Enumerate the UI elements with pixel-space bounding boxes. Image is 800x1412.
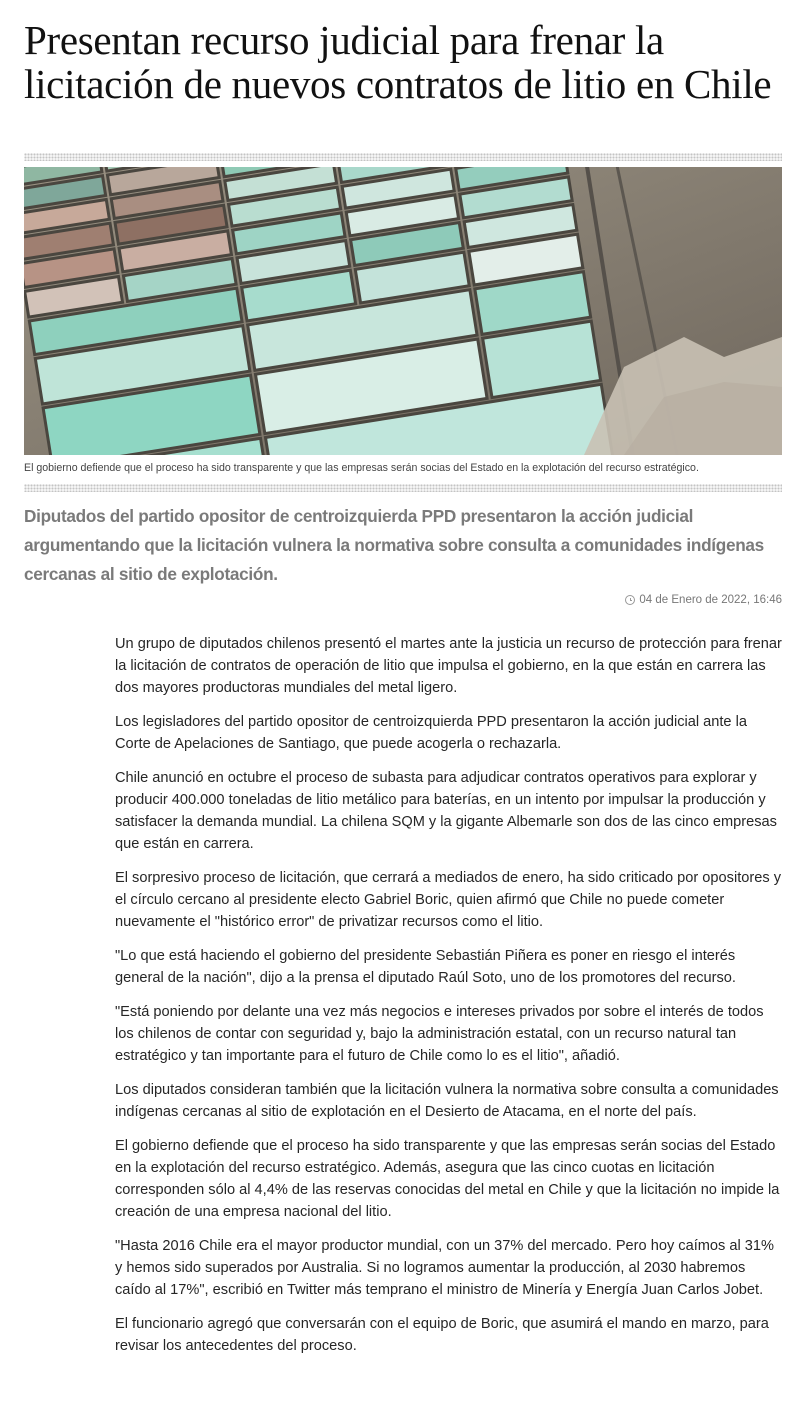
clock-icon <box>625 595 635 605</box>
article-paragraph: Un grupo de diputados chilenos presentó el martes ante la justicia un recurso de protección para frenar la licitación de contratos de operación de litio que impulsa el gobierno, en la que están en carrera las dos mayores productoras mundiales del metal ligero. <box>115 636 782 696</box>
article-paragraph: El gobierno defiende que el proceso ha sido transparente y que las empresas serán socias del Estado en la explotación del recurso estratégico. Además, asegura que las cinco cuotas en licitación corresponden sólo al 4,4% de las reservas conocidas del metal en Chile y que la licitación no impide la creación de una empresa nacional del litio. <box>115 1138 780 1220</box>
photo-caption: El gobierno defiende que el proceso ha sido transparente y que las empresas serán socias del Estado en la explotación del recurso estratégico. <box>24 462 699 474</box>
article-paragraph: Chile anunció en octubre el proceso de subasta para adjudicar contratos operativos para explorar y producir 400.000 toneladas de litio metálico para baterías, en un intento por impulsar la producción y satisfacer la demanda mundial. La chilena SQM y la gigante Albemarle son dos de las cinco empresas que están en carrera. <box>115 770 777 852</box>
article-body <box>115 633 785 1369</box>
article-paragraph: El sorpresivo proceso de licitación, que cerrará a mediados de enero, ha sido criticado por opositores y el círculo cercano al presidente electo Gabriel Boric, quien afirmó que Chile no puede cometer nuevamente el "histórico error" de privatizar recursos como el litio. <box>115 870 781 930</box>
article-paragraph: El funcionario agregó que conversarán con el equipo de Boric, que asumirá el mando en marzo, para revisar los antecedentes del proceso. <box>115 1316 769 1354</box>
article-headline: Presentan recurso judicial para frenar la licitación de nuevos contratos de litio en Chile <box>24 17 772 107</box>
article-paragraph: "Está poniendo por delante una vez más negocios e intereses privados por sobre el interés de todos los chilenos de contar con seguridad y, bajo la administración estatal, con un recurso natural tan estratégico y tan importante para el futuro de Chile como lo es el litio", añadió. <box>115 1004 764 1064</box>
divider <box>24 484 782 492</box>
article-paragraph: Los diputados consideran también que la licitación vulnera la normativa sobre consulta a comunidades indígenas cercanas al sitio de explotación en el Desierto de Atacama, en el norte del país. <box>115 1082 779 1120</box>
publish-date-text: 04 de Enero de 2022, 16:46 <box>639 594 782 606</box>
article-paragraph: "Hasta 2016 Chile era el mayor productor mundial, con un 37% del mercado. Pero hoy caímos al 31% y hemos sido superados por Australia. Si no logramos aumentar la producción, al 2030 habremos caído al 17%", escribió en Twitter más temprano el ministro de Minería y Energía Juan Carlos Jobet. <box>115 1238 775 1298</box>
article-paragraph: Los legisladores del partido opositor de centroizquierda PPD presentaron la acción judicial ante la Corte de Apelaciones de Santiago, que puede acogerla o rechazarla. <box>115 714 747 752</box>
article-lede: Diputados del partido opositor de centroizquierda PPD presentaron la acción judicial argumentando que la licitación vulnera la normativa sobre consulta a comunidades indígenas cercanas al sitio de explotación. <box>24 506 764 584</box>
publish-date <box>625 594 782 606</box>
article-paragraph: "Lo que está haciendo el gobierno del presidente Sebastián Piñera es poner en riesgo el interés general de la nación", dijo a la prensa el diputado Raúl Soto, uno de los promotores del recurso. <box>115 948 736 986</box>
divider <box>24 153 782 161</box>
article-photo[interactable] <box>24 167 782 455</box>
lithium-evaporation-ponds-photo <box>24 167 782 455</box>
